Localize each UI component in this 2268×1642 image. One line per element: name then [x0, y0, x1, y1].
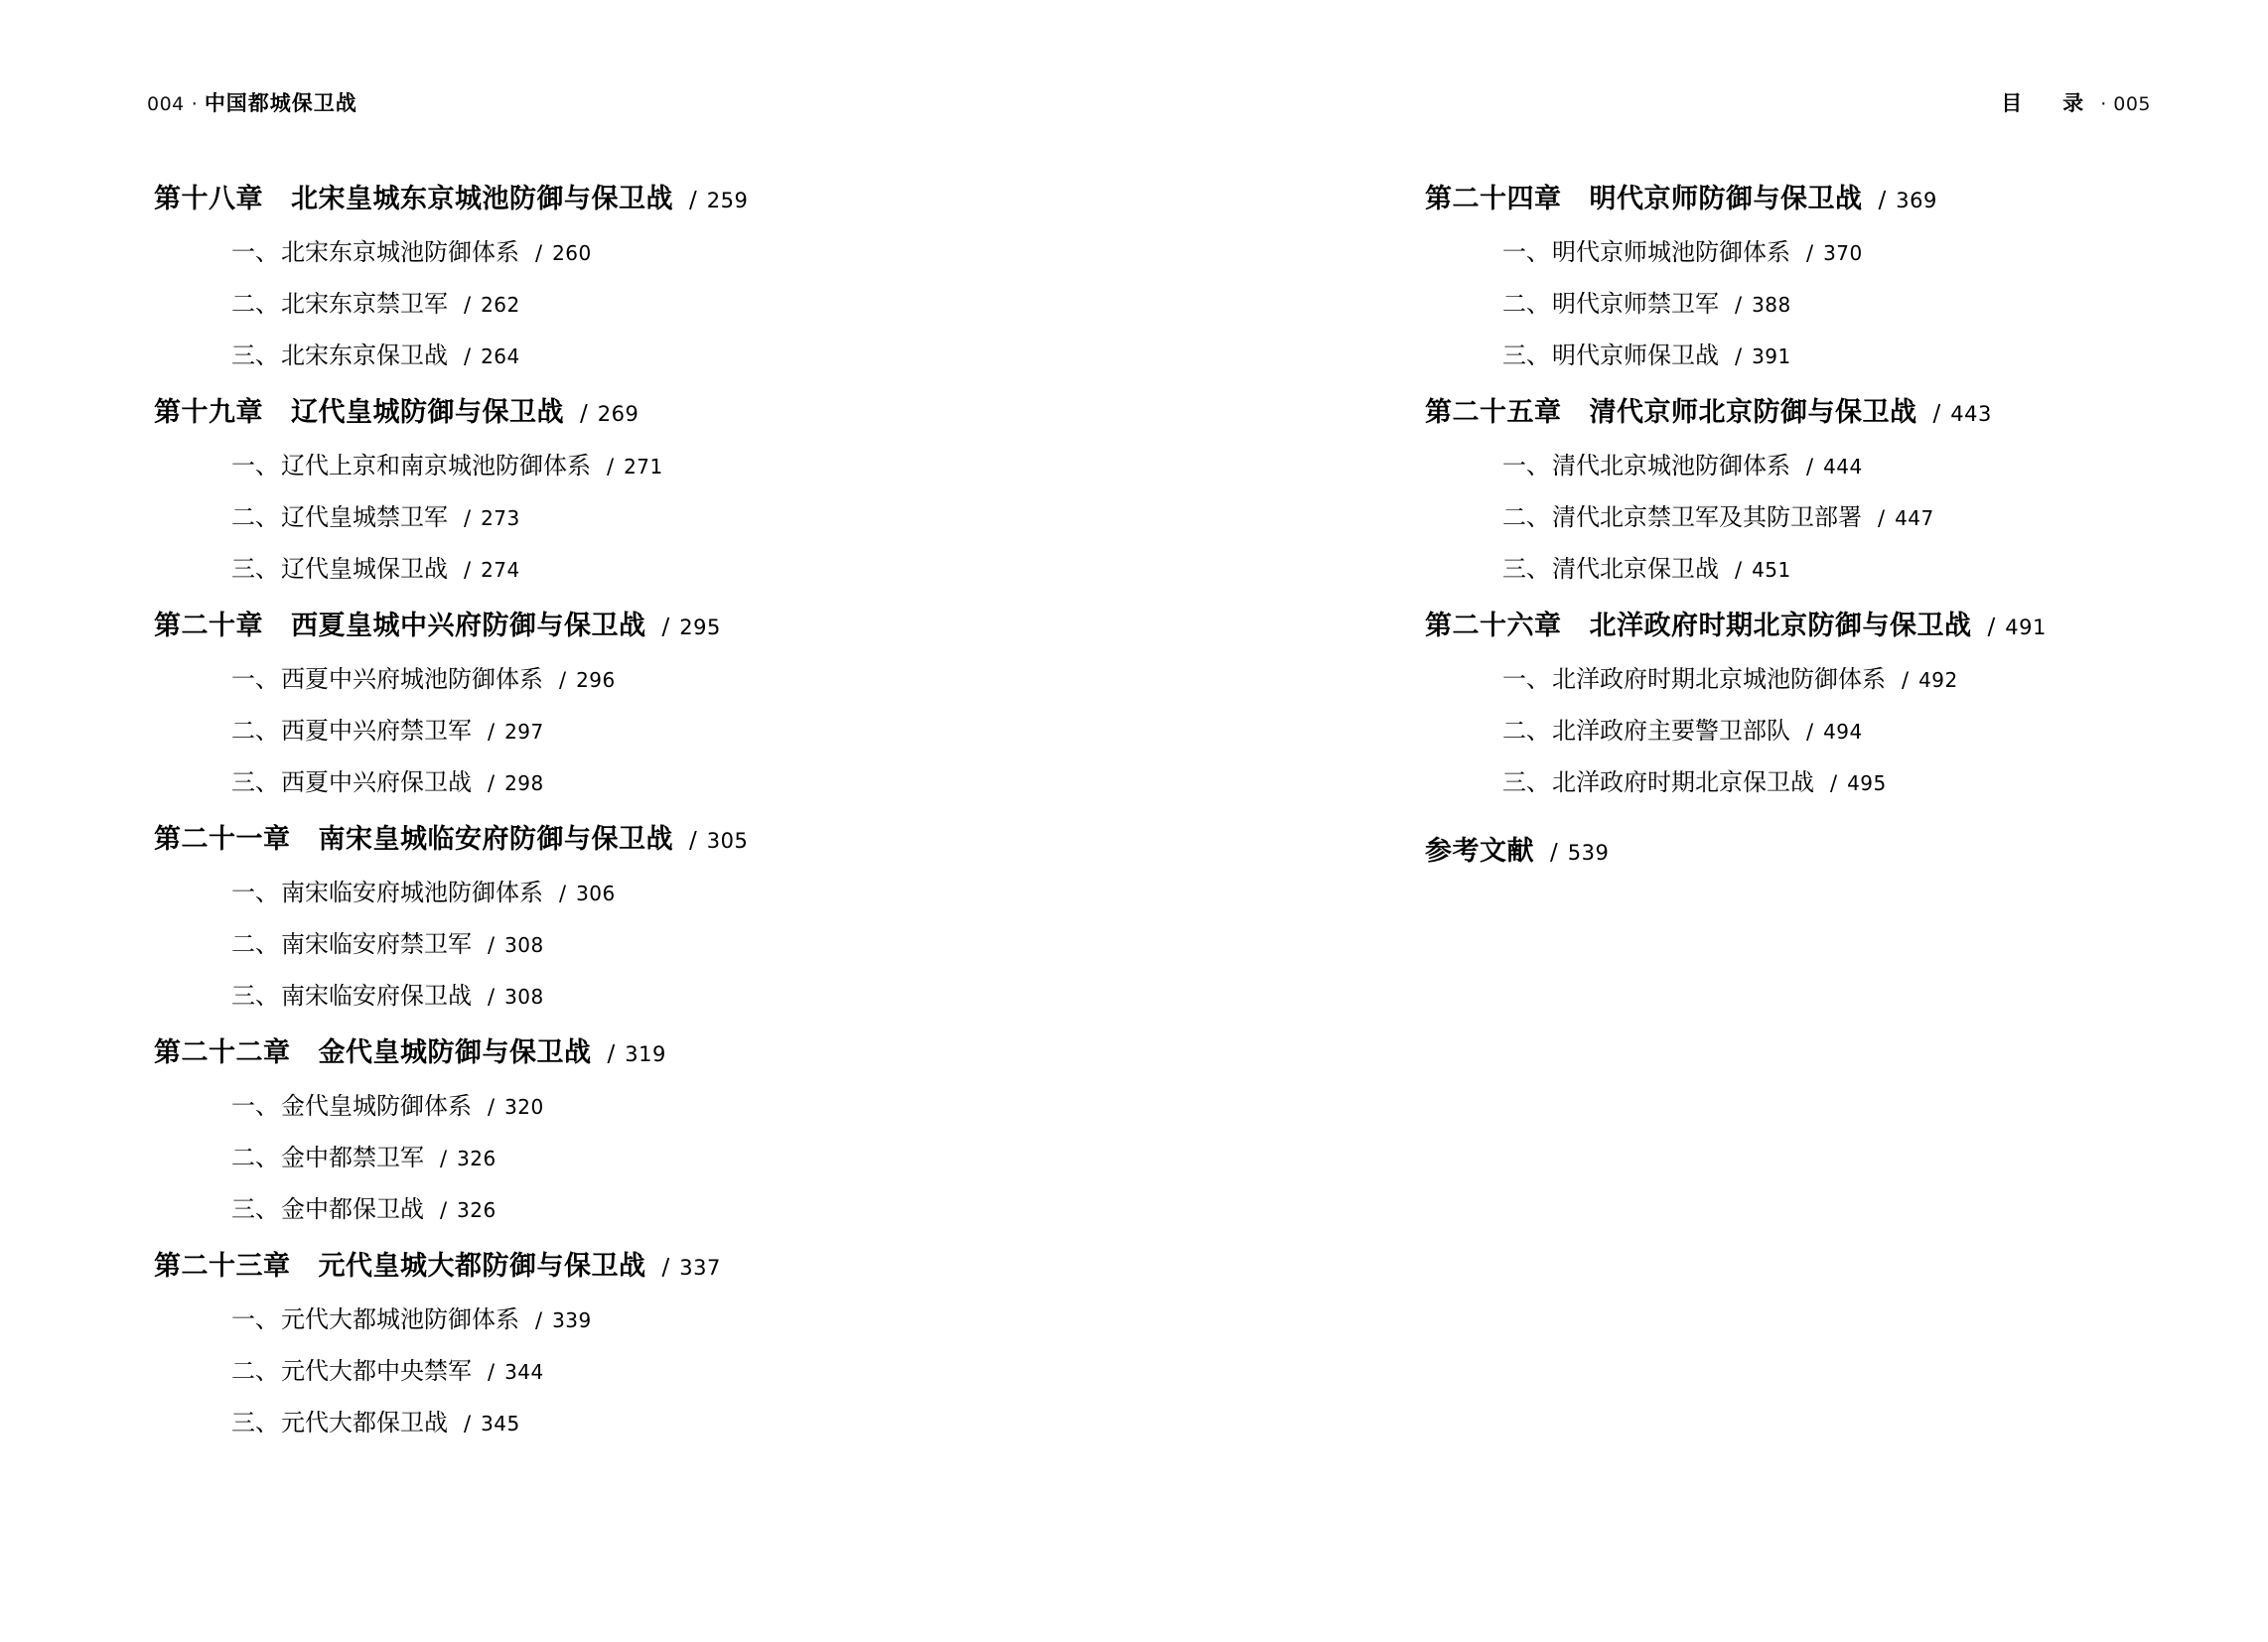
toc-section[interactable] [231, 924, 1048, 959]
chapter-label: 第二十六章 [1425, 611, 1562, 641]
section-name: 明代京师城池防御体系 [1552, 238, 1790, 266]
section-slash: / [464, 506, 472, 530]
section-page-number: 306 [576, 882, 616, 905]
chapter-label: 第二十一章 [154, 824, 291, 855]
section-number: 三、 [231, 982, 279, 1010]
chapter-name: 北宋皇城东京城池防御与保卫战 [291, 184, 673, 214]
section-page-number: 495 [1847, 771, 1887, 795]
section-page-number: 308 [504, 933, 544, 957]
running-head-right [2001, 87, 2151, 117]
section-number: 三、 [1502, 555, 1550, 583]
section-page-number: 260 [552, 241, 592, 265]
section-page-number: 447 [1895, 506, 1934, 530]
chapter-slash: / [689, 828, 697, 854]
chapter-page-number: 443 [1950, 402, 1992, 426]
references-slash: / [1550, 840, 1558, 866]
section-page-number: 297 [504, 720, 544, 744]
section-page-number: 298 [504, 771, 544, 795]
section-number: 一、 [1502, 665, 1550, 693]
section-number: 一、 [1502, 238, 1550, 266]
section-slash: / [464, 344, 472, 368]
toc-section[interactable] [231, 446, 1048, 480]
section-name: 辽代上京和南京城池防御体系 [281, 452, 591, 479]
running-head-left [147, 87, 357, 117]
toc-chapter [154, 817, 1048, 1011]
chapter-page-number: 269 [597, 402, 639, 426]
section-number: 一、 [231, 1305, 279, 1333]
section-page-number: 273 [481, 506, 520, 530]
chapter-slash: / [661, 615, 670, 640]
section-slash: / [1878, 506, 1886, 530]
toc-section[interactable] [231, 873, 1048, 907]
toc-section[interactable] [1502, 446, 2219, 480]
section-slash: / [535, 1308, 543, 1332]
section-name: 元代大都保卫战 [281, 1409, 448, 1437]
toc-chapter [154, 604, 1048, 797]
section-slash: / [488, 1360, 496, 1384]
toc-section[interactable] [231, 336, 1048, 370]
chapter-slash: / [580, 401, 588, 427]
section-number: 三、 [1502, 768, 1550, 796]
section-slash: / [1806, 241, 1814, 265]
section-page-number: 451 [1752, 558, 1791, 582]
toc-chapter [154, 177, 1048, 370]
toc-chapter-heading[interactable] [154, 1030, 1048, 1069]
section-number: 一、 [231, 665, 279, 693]
section-number: 二、 [231, 1357, 279, 1385]
toc-chapter [1425, 390, 2219, 584]
toc-references-entry[interactable] [1425, 829, 2219, 868]
chapter-label: 第二十五章 [1425, 397, 1562, 428]
section-page-number: 370 [1823, 241, 1863, 265]
section-page-number: 296 [576, 668, 616, 692]
toc-section[interactable] [231, 976, 1048, 1011]
book-title: 中国都城保卫战 [204, 91, 357, 115]
section-slash: / [464, 558, 472, 582]
section-name: 金中都禁卫军 [281, 1144, 424, 1171]
section-number: 二、 [231, 290, 279, 318]
chapter-label: 第二十二章 [154, 1037, 291, 1068]
section-slash: / [1735, 558, 1743, 582]
chapter-name: 明代京师防御与保卫战 [1589, 184, 1863, 214]
chapter-label: 第二十章 [154, 611, 263, 641]
section-slash: / [488, 771, 496, 795]
toc-section[interactable] [231, 762, 1048, 797]
section-name: 元代大都城池防御体系 [281, 1305, 519, 1333]
toc-section[interactable] [231, 1300, 1048, 1334]
section-slash: / [1806, 455, 1814, 479]
chapter-name: 金代皇城防御与保卫战 [318, 1037, 592, 1068]
section-number: 二、 [1502, 290, 1550, 318]
section-title-contents: 目 录 [2001, 91, 2094, 115]
section-number: 一、 [231, 238, 279, 266]
section-name: 明代京师保卫战 [1552, 342, 1719, 369]
toc-column-right [1425, 177, 2219, 868]
chapter-slash: / [689, 188, 697, 213]
section-number: 一、 [231, 879, 279, 906]
section-slash: / [1830, 771, 1838, 795]
section-name: 北洋政府时期北京保卫战 [1552, 768, 1814, 796]
section-slash: / [464, 293, 472, 317]
section-page-number: 444 [1823, 455, 1863, 479]
section-page-number: 388 [1752, 293, 1791, 317]
section-number: 三、 [231, 1195, 279, 1223]
toc-chapter-heading[interactable] [1425, 177, 2219, 215]
toc-chapter [154, 1030, 1048, 1224]
section-name: 南宋临安府保卫战 [281, 982, 472, 1010]
toc-section[interactable] [1502, 284, 2219, 319]
section-number: 二、 [1502, 717, 1550, 745]
section-slash: / [464, 1412, 472, 1436]
section-name: 南宋临安府城池防御体系 [281, 879, 543, 906]
chapter-page-number: 319 [625, 1042, 666, 1066]
section-name: 北宋东京城池防御体系 [281, 238, 519, 266]
toc-section[interactable] [1502, 497, 2219, 532]
toc-section[interactable] [1502, 711, 2219, 746]
toc-chapter-heading[interactable] [1425, 604, 2219, 642]
section-number: 三、 [231, 1409, 279, 1437]
section-name: 元代大都中央禁军 [281, 1357, 472, 1385]
toc-section[interactable] [231, 1351, 1048, 1386]
section-name: 西夏中兴府城池防御体系 [281, 665, 543, 693]
toc-chapter-heading[interactable] [154, 1244, 1048, 1283]
section-name: 辽代皇城禁卫军 [281, 503, 448, 531]
toc-chapter-heading[interactable] [154, 604, 1048, 642]
section-slash: / [535, 241, 543, 265]
section-number: 三、 [231, 342, 279, 369]
chapter-label: 第十九章 [154, 397, 263, 428]
chapter-name: 元代皇城大都防御与保卫战 [318, 1251, 646, 1282]
chapter-page-number: 295 [679, 616, 721, 639]
toc-chapter-heading[interactable] [154, 390, 1048, 429]
toc-section[interactable] [1502, 232, 2219, 267]
section-name: 清代北京城池防御体系 [1552, 452, 1790, 479]
section-name: 清代北京禁卫军及其防卫部署 [1552, 503, 1862, 531]
toc-chapter [154, 1244, 1048, 1437]
page-folio-right: 005 [2113, 93, 2151, 115]
header-separator-left: · [191, 93, 198, 115]
chapter-page-number: 305 [706, 829, 749, 853]
toc-section[interactable] [231, 497, 1048, 532]
section-name: 北洋政府时期北京城池防御体系 [1552, 665, 1886, 693]
chapter-name: 西夏皇城中兴府防御与保卫战 [291, 611, 646, 641]
toc-section[interactable] [231, 284, 1048, 319]
toc-section[interactable] [231, 711, 1048, 746]
chapter-page-number: 369 [1896, 189, 1937, 212]
chapter-label: 第十八章 [154, 184, 263, 214]
section-slash: / [488, 985, 496, 1009]
toc-section[interactable] [1502, 336, 2219, 370]
toc-chapter-heading[interactable] [154, 177, 1048, 215]
chapter-slash: / [1932, 401, 1941, 427]
section-slash: / [1902, 668, 1910, 692]
toc-chapter [154, 390, 1048, 584]
toc-section[interactable] [231, 549, 1048, 584]
toc-chapter-heading[interactable] [154, 817, 1048, 856]
toc-section[interactable] [231, 232, 1048, 267]
section-page-number: 326 [457, 1198, 496, 1222]
section-slash: / [1806, 720, 1814, 744]
section-name: 辽代皇城保卫战 [281, 555, 448, 583]
toc-chapter [1425, 177, 2219, 370]
header-separator-right: · [2100, 93, 2107, 115]
toc-section[interactable] [1502, 549, 2219, 584]
chapter-name: 清代京师北京防御与保卫战 [1589, 397, 1917, 428]
chapter-name: 北洋政府时期北京防御与保卫战 [1589, 611, 1972, 641]
section-page-number: 274 [481, 558, 520, 582]
section-page-number: 345 [481, 1412, 520, 1436]
section-page-number: 326 [457, 1147, 496, 1170]
section-slash: / [488, 720, 496, 744]
section-number: 二、 [1502, 503, 1550, 531]
section-page-number: 494 [1823, 720, 1863, 744]
section-page-number: 344 [504, 1360, 544, 1384]
section-name: 金代皇城防御体系 [281, 1092, 472, 1120]
section-slash: / [607, 455, 615, 479]
section-slash: / [440, 1147, 448, 1170]
section-number: 三、 [1502, 342, 1550, 369]
section-name: 西夏中兴府保卫战 [281, 768, 472, 796]
toc-chapter-heading[interactable] [1425, 390, 2219, 429]
section-number: 二、 [231, 717, 279, 745]
section-name: 北洋政府主要警卫部队 [1552, 717, 1790, 745]
section-page-number: 264 [481, 344, 520, 368]
references-label: 参考文献 [1425, 836, 1534, 867]
toc-section[interactable] [231, 1403, 1048, 1437]
chapter-slash: / [607, 1041, 616, 1067]
toc-section[interactable] [231, 1138, 1048, 1172]
toc-section[interactable] [1502, 762, 2219, 797]
toc-chapter [1425, 604, 2219, 797]
toc-section[interactable] [231, 1189, 1048, 1224]
section-number: 二、 [231, 930, 279, 958]
chapter-name: 南宋皇城临安府防御与保卫战 [318, 824, 673, 855]
section-page-number: 308 [504, 985, 544, 1009]
section-name: 明代京师禁卫军 [1552, 290, 1719, 318]
chapter-page-number: 337 [679, 1256, 721, 1280]
section-name: 北宋东京禁卫军 [281, 290, 448, 318]
section-slash: / [559, 882, 567, 905]
section-page-number: 320 [504, 1095, 544, 1119]
section-page-number: 271 [624, 455, 663, 479]
toc-section[interactable] [231, 1086, 1048, 1121]
section-slash: / [1735, 293, 1743, 317]
chapter-label: 第二十三章 [154, 1251, 291, 1282]
section-page-number: 339 [552, 1308, 592, 1332]
section-slash: / [488, 933, 496, 957]
section-number: 二、 [231, 503, 279, 531]
section-name: 北宋东京保卫战 [281, 342, 448, 369]
toc-section[interactable] [231, 659, 1048, 694]
section-name: 西夏中兴府禁卫军 [281, 717, 472, 745]
chapter-page-number: 259 [706, 189, 749, 212]
section-number: 二、 [231, 1144, 279, 1171]
section-page-number: 262 [481, 293, 520, 317]
references-page-number: 539 [1567, 841, 1610, 865]
section-slash: / [440, 1198, 448, 1222]
chapter-slash: / [661, 1255, 670, 1281]
section-page-number: 492 [1918, 668, 1958, 692]
section-slash: / [488, 1095, 496, 1119]
chapter-page-number: 491 [2005, 616, 2047, 639]
section-number: 一、 [231, 1092, 279, 1120]
section-number: 一、 [231, 452, 279, 479]
chapter-name: 辽代皇城防御与保卫战 [291, 397, 564, 428]
section-page-number: 391 [1752, 344, 1791, 368]
chapter-slash: / [1878, 188, 1887, 213]
section-number: 一、 [1502, 452, 1550, 479]
section-number: 三、 [231, 555, 279, 583]
chapter-label: 第二十四章 [1425, 184, 1562, 214]
section-name: 金中都保卫战 [281, 1195, 424, 1223]
toc-column-left [154, 177, 1048, 1439]
chapter-slash: / [1987, 615, 1996, 640]
section-name: 南宋临安府禁卫军 [281, 930, 472, 958]
section-slash: / [559, 668, 567, 692]
page-folio-left: 004 [147, 93, 185, 115]
section-slash: / [1735, 344, 1743, 368]
section-name: 清代北京保卫战 [1552, 555, 1719, 583]
toc-section[interactable] [1502, 659, 2219, 694]
section-number: 三、 [231, 768, 279, 796]
